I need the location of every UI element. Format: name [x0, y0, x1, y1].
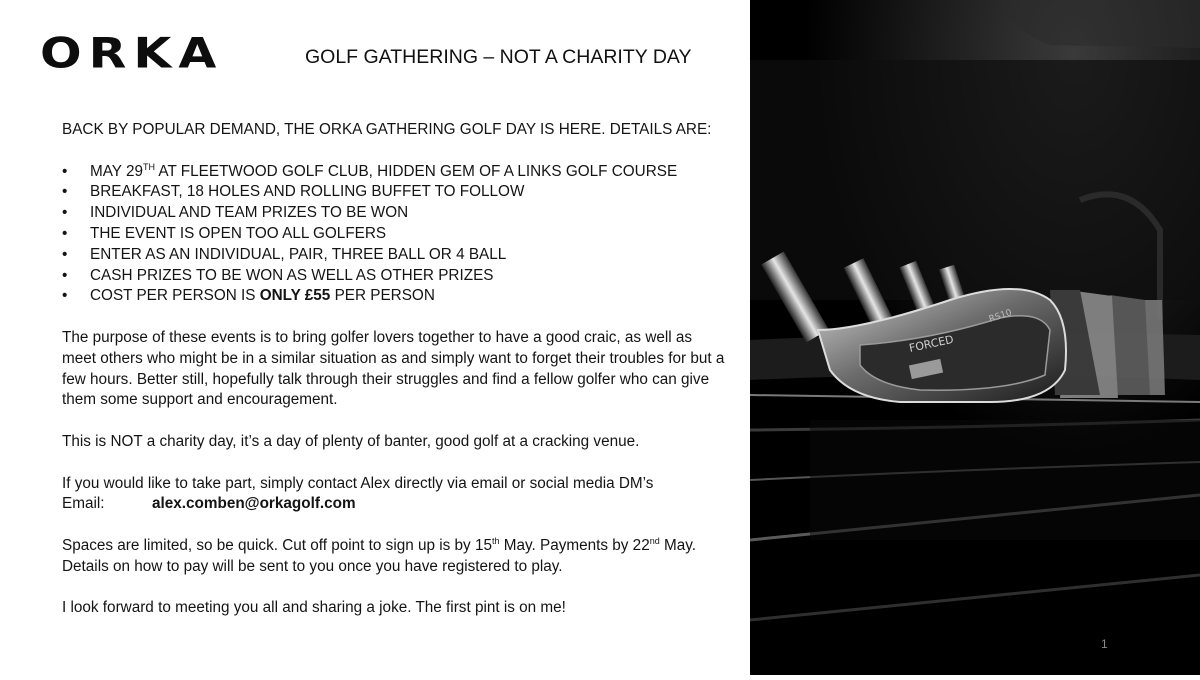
not-charity-paragraph: This is NOT a charity day, it’s a day of plenty of banter, good golf at a cracking venue.	[62, 432, 640, 450]
purpose-paragraph: The purpose of these events is to bring golfer lovers together to have a good craic, as well as meet others who might be in a similar situation as and simply want to forget their troubles for but a few hours. Better still, hopefully talk through their struggles and find a fellow golfer who can give them some support and encouragement.	[62, 328, 725, 409]
list-item: • MAY 29TH AT FLEETWOOD GOLF CLUB, HIDDEN GEM OF A LINKS GOLF COURSE	[62, 162, 727, 183]
club-brand-text: FORCED	[907, 332, 955, 355]
list-item: • BREAKFAST, 18 HOLES AND ROLLING BUFFET TO FOLLOW	[62, 182, 727, 203]
spaces-paragraph: Spaces are limited, so be quick. Cut off point to sign up is by 15th May. Payments by 22nd May. Details on how to pay will be sent to you once you have registered to play.	[62, 535, 696, 575]
list-item: • COST PER PERSON IS ONLY £55 PER PERSON	[62, 286, 727, 307]
golf-clubs-photo	[750, 0, 1200, 675]
list-item: • CASH PRIZES TO BE WON AS WELL AS OTHER PRIZES	[62, 266, 727, 287]
bullet-icon: •	[62, 183, 68, 201]
page-title: GOLF GATHERING – NOT A CHARITY DAY	[305, 46, 692, 68]
bullet-icon: •	[62, 266, 68, 284]
bullet-icon: •	[62, 224, 68, 242]
bullet-icon: •	[62, 245, 68, 263]
email-label: Email:	[62, 495, 105, 513]
page-number: 1	[1101, 637, 1108, 651]
club-model-text: RS10	[987, 308, 1014, 325]
email-row	[62, 494, 727, 515]
price-highlight: ONLY £55	[259, 287, 331, 305]
document-body	[62, 120, 727, 619]
list-item: • THE EVENT IS OPEN TOO ALL GOLFERS	[62, 224, 727, 245]
bullet-icon: •	[62, 204, 68, 222]
contact-paragraph: If you would like to take part, simply contact Alex directly via email or social media DM’s	[62, 474, 654, 492]
email-link[interactable]: alex.comben@orkagolf.com	[152, 495, 356, 513]
intro-text: BACK BY POPULAR DEMAND, THE ORKA GATHERING GOLF DAY IS HERE. DETAILS ARE:	[62, 121, 712, 138]
bullet-icon: •	[62, 287, 68, 305]
list-item: • ENTER AS AN INDIVIDUAL, PAIR, THREE BALL OR 4 BALL	[62, 245, 727, 266]
closing-paragraph: I look forward to meeting you all and sharing a joke. The first pint is on me!	[62, 599, 566, 617]
bullet-icon: •	[62, 162, 68, 180]
orka-logo: ORKA	[40, 28, 224, 78]
list-item: • INDIVIDUAL AND TEAM PRIZES TO BE WON	[62, 203, 727, 224]
details-list	[62, 162, 727, 308]
